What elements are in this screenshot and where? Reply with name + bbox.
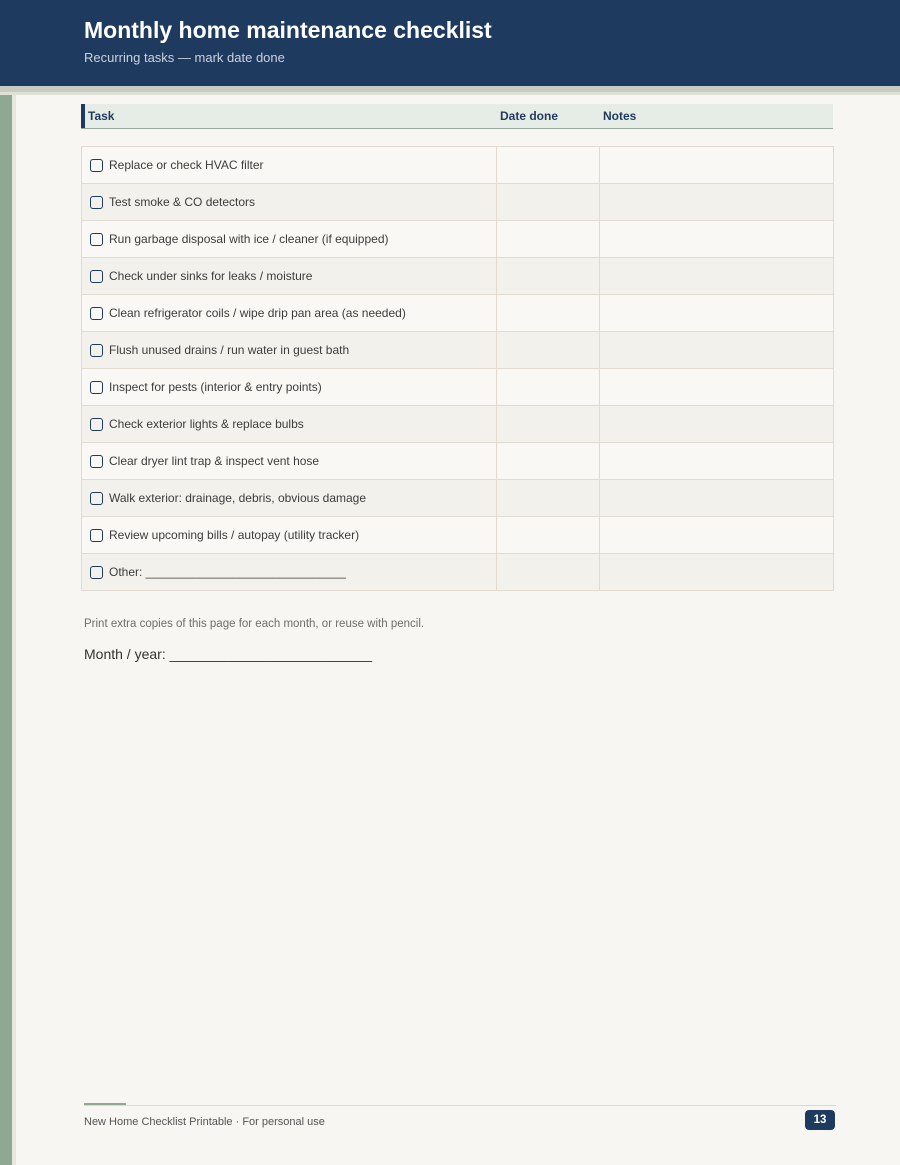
date-done-cell[interactable] [497,517,600,554]
checkbox[interactable] [90,529,103,542]
task-label: Clean refrigerator coils / wipe drip pan area (as needed) [109,306,406,320]
date-done-cell[interactable] [497,369,600,406]
date-done-cell[interactable] [497,147,600,184]
task-label-other[interactable]: Other: ______________________________ [109,565,346,579]
task-cell [82,554,497,591]
date-done-cell[interactable] [497,480,600,517]
task-label: Flush unused drains / run water in guest bath [109,343,350,357]
task-cell [82,221,497,258]
table-row [82,369,834,406]
column-header-bar [81,104,833,129]
table-row [82,406,834,443]
checklist-table [81,146,834,591]
column-header-date-done: Date done [500,109,559,123]
notes-cell[interactable] [600,221,834,258]
print-note: Print extra copies of this page for each month, or reuse with pencil. [84,618,425,630]
date-done-cell[interactable] [497,406,600,443]
checkbox[interactable] [90,455,103,468]
date-done-cell[interactable] [497,258,600,295]
task-cell [82,332,497,369]
binding-stripe [0,95,12,1165]
task-label: Clear dryer lint trap & inspect vent hose [109,454,320,468]
notes-cell[interactable] [600,184,834,221]
table-row [82,554,834,591]
table-row [82,184,834,221]
checkbox[interactable] [90,307,103,320]
binding-stripe-inner [12,95,16,1165]
table-row [82,221,834,258]
task-label: Replace or check HVAC filter [109,158,264,172]
checkbox[interactable] [90,270,103,283]
task-cell [82,369,497,406]
checkbox[interactable] [90,566,103,579]
column-header-task: Task [88,109,115,123]
checkbox[interactable] [90,233,103,246]
task-cell [82,258,497,295]
footer-text: New Home Checklist Printable · For personal use [84,1116,325,1128]
date-done-cell[interactable] [497,184,600,221]
date-done-cell[interactable] [497,221,600,258]
task-cell [82,147,497,184]
task-cell [82,517,497,554]
checkbox[interactable] [90,492,103,505]
task-cell [82,184,497,221]
task-cell [82,295,497,332]
task-cell [82,480,497,517]
checkbox[interactable] [90,418,103,431]
notes-cell[interactable] [600,443,834,480]
notes-cell[interactable] [600,147,834,184]
checkbox[interactable] [90,196,103,209]
checkbox[interactable] [90,381,103,394]
footer-divider [84,1105,836,1106]
task-label: Check under sinks for leaks / moisture [109,269,313,283]
header-divider-light [0,92,900,95]
notes-cell[interactable] [600,480,834,517]
notes-cell[interactable] [600,258,834,295]
task-label: Test smoke & CO detectors [109,195,256,209]
page-title: Monthly home maintenance checklist [84,17,492,43]
task-label: Walk exterior: drainage, debris, obvious damage [109,491,367,505]
notes-cell[interactable] [600,406,834,443]
date-done-cell[interactable] [497,295,600,332]
table-row [82,332,834,369]
page-subtitle: Recurring tasks — mark date done [84,50,285,65]
notes-cell[interactable] [600,554,834,591]
table-row [82,147,834,184]
task-label: Check exterior lights & replace bulbs [109,417,304,431]
date-done-cell[interactable] [497,332,600,369]
column-header-accent [81,104,85,128]
checkbox[interactable] [90,344,103,357]
table-row [82,258,834,295]
table-row [82,480,834,517]
task-label: Review upcoming bills / autopay (utility tracker) [109,528,360,542]
page-number-badge: 13 [805,1110,835,1130]
column-header-notes: Notes [603,109,637,123]
notes-cell[interactable] [600,369,834,406]
month-year-field[interactable]: Month / year: __________________________ [84,646,373,662]
notes-cell[interactable] [600,517,834,554]
table-row [82,443,834,480]
date-done-cell[interactable] [497,554,600,591]
date-done-cell[interactable] [497,443,600,480]
checkbox[interactable] [90,159,103,172]
task-cell [82,406,497,443]
notes-cell[interactable] [600,332,834,369]
task-label: Inspect for pests (interior & entry points) [109,380,322,394]
task-cell [82,443,497,480]
table-row [82,295,834,332]
table-row [82,517,834,554]
notes-cell[interactable] [600,295,834,332]
page-header [0,0,900,86]
task-label: Run garbage disposal with ice / cleaner (if equipped) [109,232,389,246]
